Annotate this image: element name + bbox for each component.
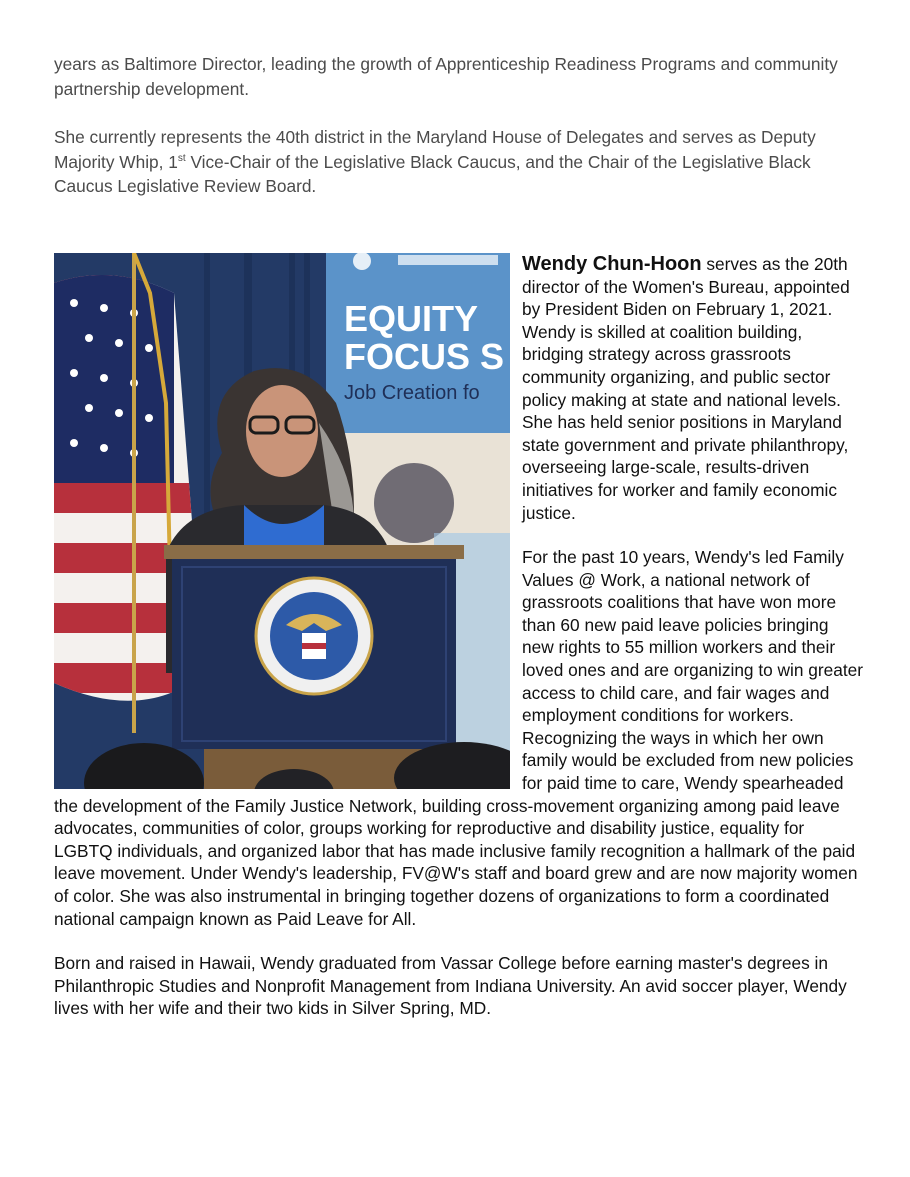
speaker-face: [246, 385, 318, 477]
bio-section: [54, 253, 864, 1020]
podium-top: [164, 545, 464, 559]
intro-paragraph-2: [54, 125, 864, 199]
banner-line-1: EQUITY: [344, 297, 479, 339]
intro-paragraph-1: years as Baltimore Director, leading the growth of Apprenticeship Readiness Programs and community partnership development.: [54, 54, 838, 99]
intro-p2-text-b: Vice-Chair of the Legislative Black Caucus, and the Chair of the Legislative Black Caucus Legislative Review Board.: [54, 151, 811, 197]
intro-p2-text-a: She currently represents the 40th district in the Maryland House of Delegates and serves as Deputy Majority Whip, 1: [54, 127, 816, 172]
banner-line-2: FOCUS S: [344, 335, 505, 377]
speaker-photo: [54, 253, 510, 789]
bio-p1-text: serves as the 20th director of the Women's Bureau, appointed by President Biden on February 1, 2021. Wendy is skilled at coalition building, bridging strategy across grassroots community organizing, and public sector policy making at state and national levels. She has held senior positions in Maryland state government and private philanthropy, overseeing large-scale, results-driven initiatives for worker and family economic justice.: [522, 253, 850, 523]
bio-paragraph-3: Born and raised in Hawaii, Wendy graduated from Vassar College before earning master's degrees in Philanthropic Studies and Nonprofit Management from Indiana University. An avid soccer player, Wendy lives with her wife and their two kids in Silver Spring, MD.: [54, 953, 847, 1019]
document-page: [54, 52, 864, 1020]
banner-line-3: Job Creation fo: [344, 381, 480, 404]
person-name: Wendy Chun-Hoon: [522, 252, 702, 275]
flag-pole: [132, 253, 136, 733]
ordinal-suffix: st: [177, 153, 186, 165]
bio-paragraph-2: For the past 10 years, Wendy's led Family Values @ Work, a national network of grassroots coalitions that have won more than 60 new paid leave policies bringing new rights to 55 million workers and their loved ones and are organizing to win greater access to child care, and fair wages and employment conditions for workers. Recognizing the ways in which her own family would be excluded from new policies for paid time to care, Wendy spearheaded the development of the Family Justice Network, building cross-movement organizing among paid leave advocates, communities of color, groups working for reproductive and disability justice, equality for LGBTQ individuals, and organized labor that has made inclusive family recognition a hallmark of the paid leave movement. Under Wendy's leadership, FV@W's staff and board grew and are now majority women of color. She was also instrumental in bringing together dozens of organizations to form a coordinated national campaign known as Paid Leave for All.: [54, 547, 864, 929]
